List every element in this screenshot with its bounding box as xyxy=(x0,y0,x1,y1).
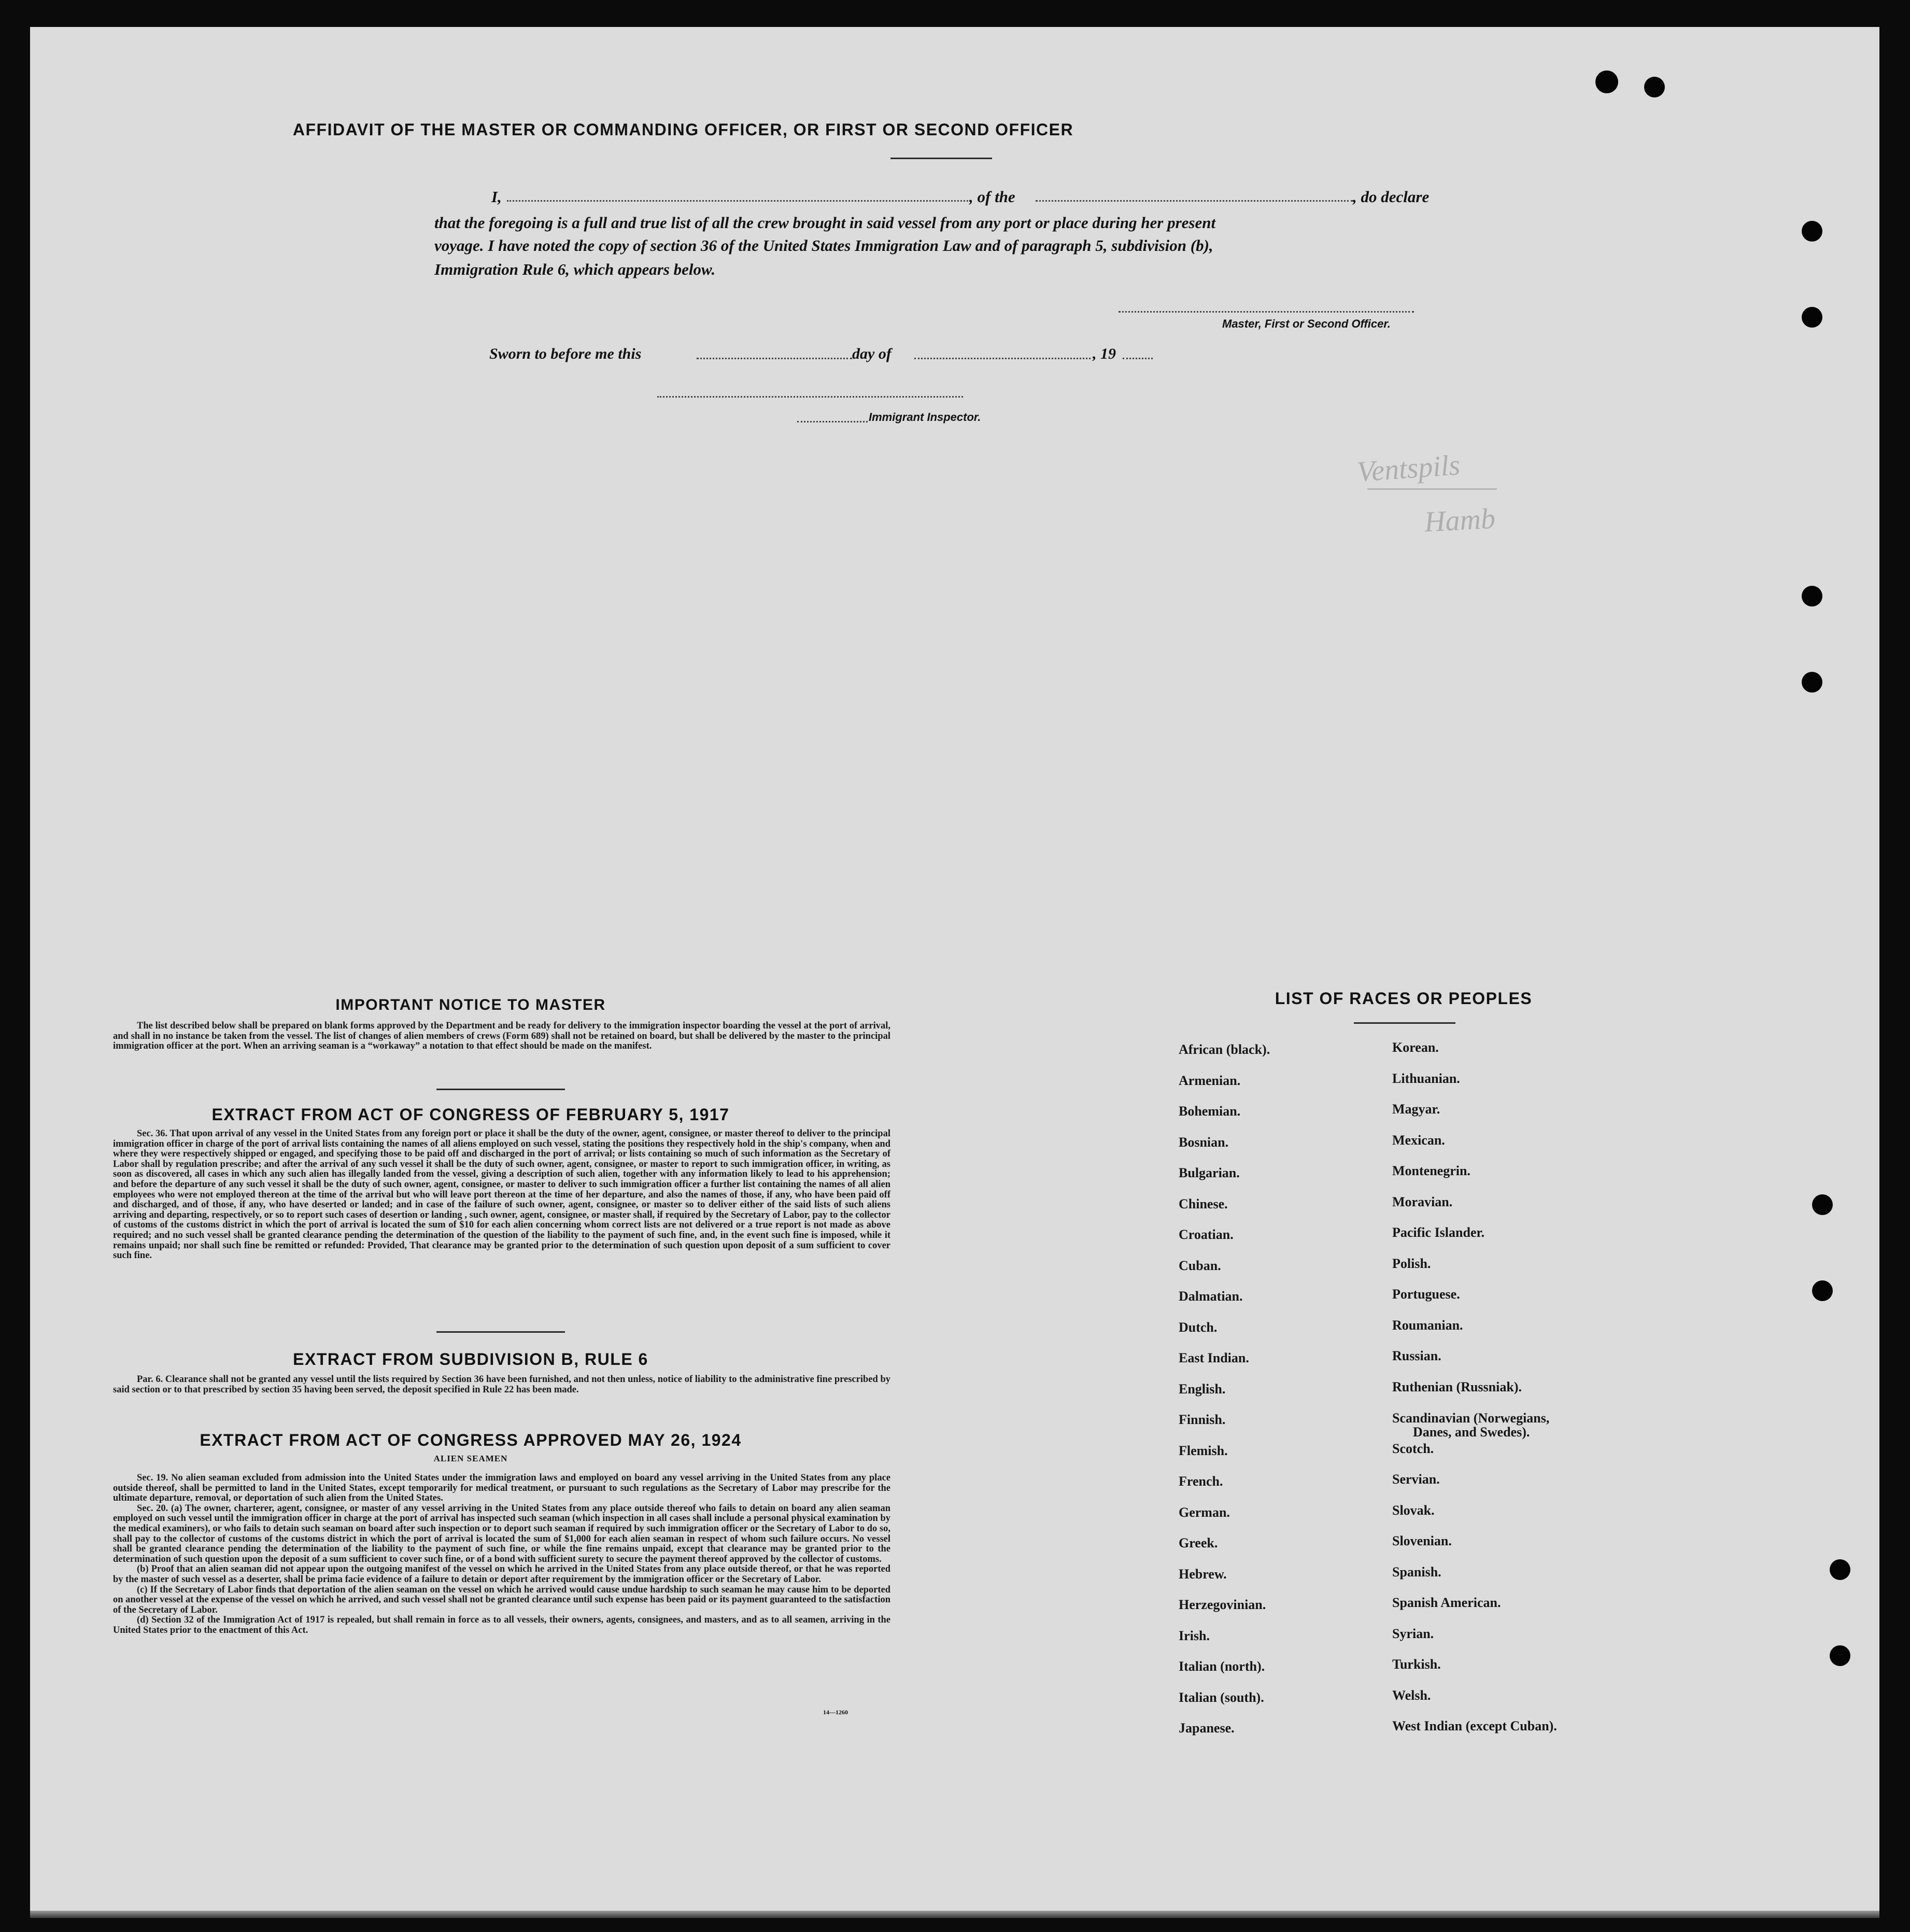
race-item-continuation: Danes, and Swedes). xyxy=(1413,1425,1530,1440)
race-item: Spanish American. xyxy=(1392,1595,1501,1610)
form-page xyxy=(30,27,1879,1918)
race-item: African (black). xyxy=(1179,1042,1270,1057)
race-item: Japanese. xyxy=(1179,1721,1235,1736)
name-field-line[interactable] xyxy=(507,200,968,202)
race-item: Hebrew. xyxy=(1179,1566,1227,1582)
race-item: Finnish. xyxy=(1179,1412,1226,1427)
race-item: Roumanian. xyxy=(1392,1317,1463,1333)
race-item: Flemish. xyxy=(1179,1443,1228,1458)
race-item: Armenian. xyxy=(1179,1073,1241,1088)
handwritten-strike xyxy=(1367,488,1497,490)
race-item: Slovenian. xyxy=(1392,1533,1452,1548)
punch-hole-right-5 xyxy=(1812,1194,1833,1215)
sworn-start: Sworn to before me this xyxy=(489,345,642,362)
section-19-paragraph: Sec. 19. No alien seaman excluded from admission into the United States under the immigration laws and employed on board any vessel arriving in the United States from any place outside thereof, shall be permitted to land in the United States, except temporarily for medical treatment, or pursuant to such regulations as the Secretary of Labor may prescribe for the ultimate departure, removal, or deportation of such alien from the United States. xyxy=(113,1473,890,1504)
race-item: East Indian. xyxy=(1179,1350,1249,1365)
section-36-paragraph: Sec. 36. That upon arrival of any vessel in the United States from any foreign port or place it shall be the duty of the owner, agent, consignee, or master thereof to deliver to the principal immigration officer in charge of the port of arrival lists containing the names of all aliens employed on such vessel, stating the positions they respectively hold in the ship's company, when and where they were respectively shipped or engaged, and specifying those to be paid off and discharged in the port of arrival; or lists containing so much of such information as the Secretary of Labor shall by regulation prescribe; and after the arrival of any such vessel it shall be the duty of such owner, agent, consignee, or master to report to such immigration officer, in writing, as soon as discovered, all cases in which any such alien has illegally landed from the vessel, giving a description of such alien, together with any information likely to lead to his apprehension; and before the departure of any such vessel it shall be the duty of such owner, agent, consignee, or master to deliver to such immigration officer a further list containing the names of all alien employees who were not employed thereon at the time of the arrival but who will leave port thereon at the time of her departure, and also the names of those, if any, who have been paid off and discharged, and of those, if any, who have deserted or landed; and in case of the failure of such owner, agent, consignee, or master so to deliver either of the said lists of such aliens arriving and departing, respectively, or so to report such cases of desertion or landing , such owner, agent, consignee, or master shall, if required by the Secretary of Labor, pay to the collector of customs of the customs district in which the port of arrival is located the sum of $10 for each alien concerning whom correct lists are not delivered or a true report is not made as above required; and no such vessel shall be granted clearance pending the determination of the question of the liability to the payment of such fine, and, in the event such fine is imposed, while it remains unpaid; nor shall such fine be remitted or refunded: Provided, That clearance may be granted prior to the determination of such question upon deposit of a sum sufficient to cover such fine. xyxy=(113,1129,890,1261)
bottom-edge xyxy=(30,1911,1879,1918)
notice-rule xyxy=(436,1089,565,1090)
notice-title: IMPORTANT NOTICE TO MASTER xyxy=(335,996,606,1013)
handwritten-note-2: Hamb xyxy=(1423,502,1496,539)
race-item: Ruthenian (Russniak). xyxy=(1392,1379,1522,1394)
master-signature-line[interactable] xyxy=(1119,311,1414,313)
race-item: Moravian. xyxy=(1392,1194,1453,1209)
affidavit-body-line2: that the foregoing is a full and true list of all the crew brought in said vessel from any port or place during her present xyxy=(434,214,1216,232)
race-item: Italian (north). xyxy=(1179,1659,1265,1674)
race-item: Cuban. xyxy=(1179,1258,1221,1273)
race-item-scandinavian xyxy=(1392,1411,1557,1442)
inspector-leader-line xyxy=(797,421,868,422)
sworn-mid: day of xyxy=(852,345,892,362)
affidavit-title-rule xyxy=(890,158,992,159)
extract-rule6-title: EXTRACT FROM SUBDIVISION B, RULE 6 xyxy=(293,1350,648,1369)
sworn-month-line[interactable] xyxy=(914,358,1091,359)
race-item: West Indian (except Cuban). xyxy=(1392,1718,1557,1733)
section-20b-paragraph: (b) Proof that an alien seaman did not appear upon the outgoing manifest of the vessel on which he arrived in the United States from any place outside thereof, or that he was reported by the master of such vessel as a deserter, shall be prima facie evidence of a failure to detain or deport after requirement by the immigration officer or the Secretary of Labor. xyxy=(113,1564,890,1585)
inspector-caption: Immigrant Inspector. xyxy=(869,411,981,424)
punch-hole-right-8 xyxy=(1830,1645,1850,1666)
race-item: Korean. xyxy=(1392,1040,1439,1055)
race-item: Welsh. xyxy=(1392,1687,1431,1703)
race-item: Slovak. xyxy=(1392,1502,1435,1518)
punch-hole-right-7 xyxy=(1830,1559,1850,1580)
alien-seamen-subtitle: ALIEN SEAMEN xyxy=(433,1454,508,1463)
race-item: Dalmatian. xyxy=(1179,1289,1243,1304)
section-20a-paragraph: Sec. 20. (a) The owner, charterer, agent, consignee, or master of any vessel arriving in the United States from any place outside thereof who fails to detain on board any alien seaman employed on such vessel until the immigration officer in charge at the port of arrival has inspected such seaman (which inspection in all cases shall include a personal physical examination by the medical examiners), or who fails to detain such seaman on board after such inspection or to deport such seaman if required by such immigration officer or the Secretary of Labor to do so, shall pay to the collector of customs of the customs district in which the port of arrival is located the sum of $1,000 for each alien seaman in respect of whom such failure occurs. No vessel shall be granted clearance pending the determination of the liability to the payment of such fine, or while the fine remains unpaid, except that clearance may be granted prior to the determination of such question upon the deposit of a sum sufficient to cover such fine, or of a bond with sufficient surety to secure the payment thereof approved by the collector of customs. xyxy=(113,1503,890,1564)
extract-rule6-text xyxy=(113,1375,890,1395)
race-item: Polish. xyxy=(1392,1256,1431,1271)
race-item: Scandinavian (Norwegians, xyxy=(1392,1411,1550,1426)
race-item: Mexican. xyxy=(1392,1132,1445,1148)
race-item: French. xyxy=(1179,1474,1223,1489)
race-item: Greek. xyxy=(1179,1535,1218,1550)
punch-hole-right-1 xyxy=(1802,221,1822,242)
affidavit-line1-end: , do declare xyxy=(1353,188,1430,206)
master-signature-caption: Master, First or Second Officer. xyxy=(1222,317,1391,330)
sworn-end: , 19 xyxy=(1093,345,1116,362)
extract-1924-text xyxy=(113,1473,890,1636)
race-item: Magyar. xyxy=(1392,1102,1440,1117)
race-item: Bosnian. xyxy=(1179,1134,1229,1150)
races-right-column xyxy=(1392,1041,1557,1751)
races-title-rule xyxy=(1354,1022,1455,1024)
race-item: Italian (south). xyxy=(1179,1689,1264,1705)
race-item: Dutch. xyxy=(1179,1319,1218,1335)
race-item: Chinese. xyxy=(1179,1196,1228,1211)
race-item: Bulgarian. xyxy=(1179,1165,1240,1180)
extract-1917-title: EXTRACT FROM ACT OF CONGRESS OF FEBRUARY 5, 1917 xyxy=(211,1105,730,1124)
race-item: Bohemian. xyxy=(1179,1104,1241,1119)
sworn-day-line[interactable] xyxy=(697,358,852,359)
race-item: German. xyxy=(1179,1504,1230,1520)
notice-text xyxy=(113,1021,890,1052)
race-item: Croatian. xyxy=(1179,1227,1234,1242)
punch-hole-right-3 xyxy=(1802,586,1822,607)
affidavit-body-line4: Immigration Rule 6, which appears below. xyxy=(434,260,716,278)
race-item: Pacific Islander. xyxy=(1392,1225,1485,1240)
punch-hole-top-2 xyxy=(1644,77,1665,97)
handwritten-note-1: Ventspils xyxy=(1356,449,1462,488)
race-item: Portuguese. xyxy=(1392,1287,1460,1302)
punch-hole-right-4 xyxy=(1802,672,1822,693)
inspector-signature-line[interactable] xyxy=(657,396,963,398)
race-item: Herzegovinian. xyxy=(1179,1597,1266,1612)
race-item: Lithuanian. xyxy=(1392,1070,1460,1086)
affidavit-line1-start: I, xyxy=(491,188,502,206)
section-20c-paragraph: (c) If the Secretary of Labor finds that deportation of the alien seaman on the vessel on which he arrived would cause undue hardship to such seaman he may cause him to be deported on another vessel at the expense of the vessel on which he arrived, and such vessel shall not be granted clearance until such expense has been paid or its payment guaranteed to the satisfaction of the Secretary of Labor. xyxy=(113,1584,890,1615)
vessel-field-line[interactable] xyxy=(1036,200,1353,202)
race-item: Irish. xyxy=(1179,1628,1210,1643)
extract-1917-text xyxy=(113,1129,890,1261)
affidavit-title: AFFIDAVIT OF THE MASTER OR COMMANDING OFFICER, OR FIRST OR SECOND OFFICER xyxy=(292,120,1074,139)
race-item: Syrian. xyxy=(1392,1626,1434,1641)
race-item: Scotch. xyxy=(1392,1441,1434,1456)
punch-hole-top-1 xyxy=(1595,70,1618,93)
race-item: Turkish. xyxy=(1392,1657,1441,1672)
paragraph-6: Par. 6. Clearance shall not be granted any vessel until the lists required by Section 36 have been furnished, and not then unless, notice of liability to the administrative fine prescribed by said section or to that prescribed by section 35 having been served, the deposit specified in Rule 22 has been made. xyxy=(113,1374,890,1395)
race-item: Servian. xyxy=(1392,1472,1440,1487)
section-20d-paragraph: (d) Section 32 of the Immigration Act of 1917 is repealed, but shall remain in force as to all vessels, their owners, agents, consignees, and masters, and as to all seamen, arriving in the United States prior to the enactment of this Act. xyxy=(113,1615,890,1635)
race-item: Russian. xyxy=(1392,1348,1441,1363)
extract-1924-title: EXTRACT FROM ACT OF CONGRESS APPROVED MAY 26, 1924 xyxy=(200,1431,742,1449)
notice-paragraph: The list described below shall be prepared on blank forms approved by the Department and be ready for delivery to the immigration inspector boarding the vessel at the port of arrival, and shall in no instance be taken from the vessel. The list of changes of alien members of crews (Form 689) shall not be retained on board, but shall be delivered by the master to the principal immigration officer at the port. When an arriving seaman is a “workaway” a notation to that effect should be made on the manifest. xyxy=(113,1021,890,1052)
race-item: Montenegrin. xyxy=(1392,1163,1470,1178)
races-left-column xyxy=(1179,1043,1270,1753)
affidavit-line1-mid: , of the xyxy=(969,188,1015,206)
races-title: LIST OF RACES OR PEOPLES xyxy=(1275,989,1533,1008)
sworn-year-line[interactable] xyxy=(1123,358,1153,359)
race-item: English. xyxy=(1179,1381,1226,1397)
race-item: Spanish. xyxy=(1392,1564,1441,1580)
extract-1917-rule xyxy=(436,1331,565,1333)
form-number: 14—1260 xyxy=(823,1709,848,1716)
punch-hole-right-2 xyxy=(1802,307,1822,328)
affidavit-body-line3: voyage. I have noted the copy of section 36 of the United States Immigration Law and of paragraph 5, subdivision (b), xyxy=(434,236,1213,255)
punch-hole-right-6 xyxy=(1812,1280,1833,1301)
